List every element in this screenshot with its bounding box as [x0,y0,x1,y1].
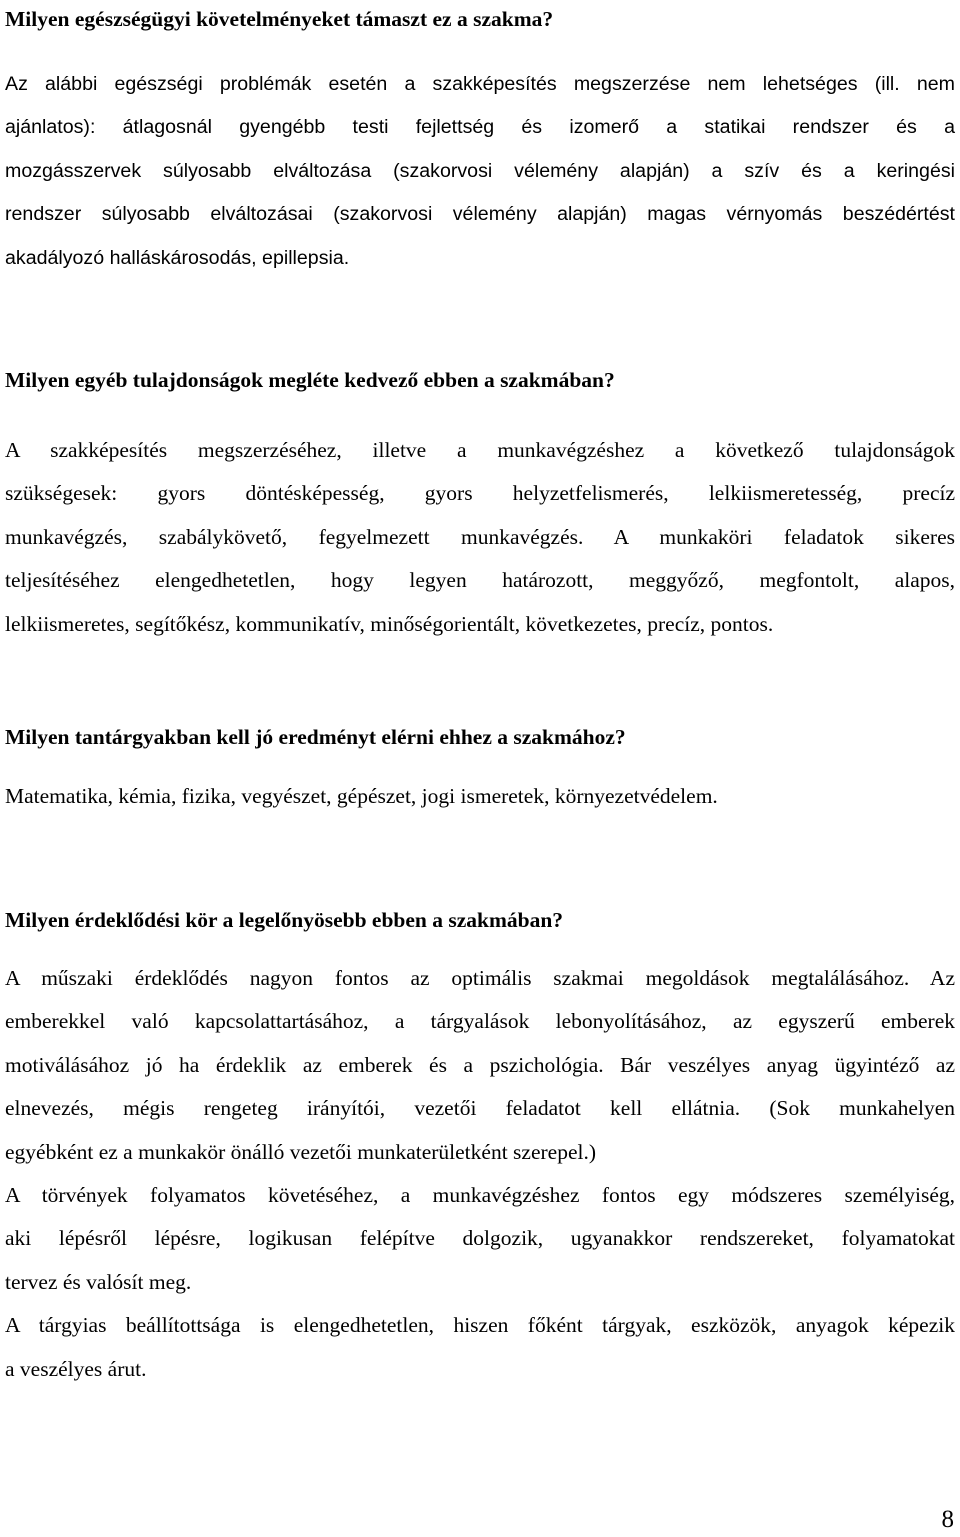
section-body-health-requirements [5,63,955,280]
text-line: emberekkel való kapcsolattartásához, a tárgyalások lebonyolításához, az egyszerű emberek [5,1009,955,1034]
section-body-school-subjects [5,775,955,818]
text-line: aki lépésről lépésre, logikusan felépítve dolgozik, ugyanakkor rendszereket, folyamatokat [5,1226,955,1251]
text-line: Az alábbi egészségi problémák esetén a szakképesítés megszerzése nem lehetséges (ill. nem [5,73,955,95]
section-body-interests [5,957,955,1391]
section-heading-favourable-traits: Milyen egyéb tulajdonságok megléte kedvező ebben a szakmában? [5,368,615,392]
text-line: ajánlatos): átlagosnál gyengébb testi fejlettség és izomerő a statikai rendszer és a [5,116,955,139]
section-body-favourable-traits [5,429,955,646]
text-line: tervez és valósít meg. [5,1269,192,1294]
text-line: teljesítéséhez elengedhetetlen, hogy legyen határozott, meggyőző, megfontolt, alapos, [5,568,955,593]
text-line: A törvények folyamatos követéséhez, a munkavégzéshez fontos egy módszeres személyiség, [5,1182,955,1207]
section-heading-interests: Milyen érdeklődési kör a legelőnyösebb ebben a szakmában? [5,908,564,932]
page-number: 8 [941,1506,954,1533]
text-line: A tárgyias beállítottsága is elengedhetetlen, hiszen főként tárgyak, eszközök, anyagok képezik [5,1313,955,1338]
text-line: elnevezés, mégis rengeteg irányítói, vezetői feladatot kell ellátnia. (Sok munkahelyen [5,1096,955,1121]
text-line: Matematika, kémia, fizika, vegyészet, gépészet, jogi ismeretek, környezetvédelem. [5,784,718,808]
text-line: egyébként ez a munkakör önálló vezetői munkaterületként szerepel.) [5,1139,596,1164]
text-line: lelkiismeretes, segítőkész, kommunikatív, minőségorientált, következetes, precíz, pontos. [5,611,774,636]
text-line: A műszaki érdeklődés nagyon fontos az optimális szakmai megoldások megtalálásához. Az [5,966,955,990]
section-heading-school-subjects: Milyen tantárgyakban kell jó eredményt elérni ehhez a szakmához? [5,725,626,749]
text-line: A szakképesítés megszerzéséhez, illetve a munkavégzéshez a következő tulajdonságok [5,438,955,462]
section-heading-health-requirements: Milyen egészségügyi követelményeket támaszt ez a szakma? [5,7,554,31]
text-line: munkavégzés, szabálykövető, fegyelmezett munkavégzés. A munkaköri feladatok sikeres [5,524,955,549]
text-line: rendszer súlyosabb elváltozásai (szakorvosi vélemény alapján) magas vérnyomás beszédértést [5,203,955,226]
text-line: mozgásszervek súlyosabb elváltozása (szakorvosi vélemény alapján) a szív és a keringési [5,159,955,182]
text-line: akadályozó halláskárosodás, epillepsia. [5,246,350,269]
text-line: motiválásához jó ha érdeklik az emberek és a pszichológia. Bár veszélyes anyag ügyintéző az [5,1052,955,1077]
text-line: a veszélyes árut. [5,1356,147,1381]
text-line: szükségesek: gyors döntésképesség, gyors helyzetfelismerés, lelkiismeretesség, precíz [5,481,955,506]
